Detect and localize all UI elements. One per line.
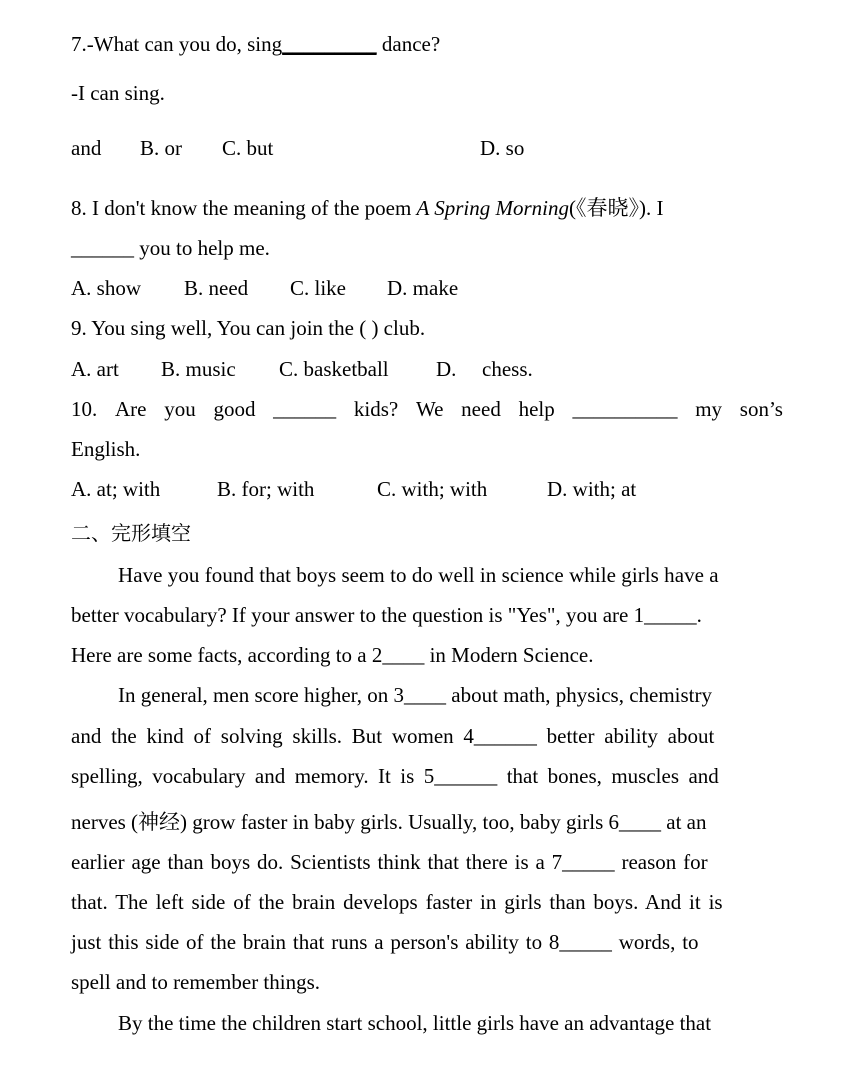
q7-option-c: C. but [222, 136, 274, 160]
passage-line: In general, men score higher, on 3____ about math, physics, chemistry [118, 683, 713, 707]
q10-word: you [164, 397, 196, 421]
passage-line: By the time the children start school, little girls have an advantage that [118, 1011, 712, 1035]
q7-option-a: and [71, 136, 102, 160]
q10-line2: English. [71, 437, 141, 461]
q10-word: We [415, 397, 444, 421]
q9-option-c: C. basketball [279, 357, 389, 381]
q9-option-a: A. art [71, 357, 119, 381]
q8-cn-title: (《春晓》). I [569, 196, 664, 220]
passage-line [118, 563, 783, 588]
q10-word: help [518, 397, 555, 421]
q10-word: kids? [353, 397, 399, 421]
passage-text: Have you found that boys seem to do well in science while girls have a [118, 563, 719, 587]
q8-line2: ______ you to help me. [71, 236, 270, 260]
q9-option-d-text: chess. [482, 357, 533, 381]
passage-line: earlier age than boys do. Scientists think that there is a 7_____ reason for [71, 850, 708, 874]
q8-option-b: B. need [184, 276, 249, 300]
q8-option-d: D. make [387, 276, 459, 300]
q10-word: good [213, 397, 256, 421]
passage-line: that. The left side of the brain develops faster in girls than boys. And it is [71, 890, 723, 914]
q10-option-d: D. with; at [547, 477, 637, 501]
passage-line: spelling, vocabulary and memory. It is 5______ that bones, muscles and [71, 764, 719, 788]
q9-option-d: D. [436, 357, 457, 381]
q10-line1 [71, 397, 783, 422]
q9-option-b: B. music [161, 357, 236, 381]
q10-word: my [695, 397, 723, 421]
q10-word: son’s [739, 397, 783, 421]
q10-word: 10. [71, 397, 98, 421]
q8-poem-title: A Spring Morning [416, 196, 570, 220]
q8-stem-text: 8. I don't know the meaning of the poem [71, 196, 417, 220]
q7-option-d: D. so [480, 136, 525, 160]
passage-line: nerves (神经) grow faster in baby girls. Usually, too, baby girls 6____ at an [71, 810, 707, 834]
q10-word: need [461, 397, 501, 421]
passage-line: just this side of the brain that runs a person's ability to 8_____ words, to [71, 930, 699, 954]
q8-option-a: A. show [71, 276, 142, 300]
q10-option-c: C. with; with [377, 477, 488, 501]
passage-line: Here are some facts, according to a 2____ in Modern Science. [71, 643, 594, 667]
passage-line: better vocabulary? If your answer to the question is "Yes", you are 1_____. [71, 603, 702, 627]
q10-blank-2: __________ [572, 397, 678, 421]
q7-blank: _________ [282, 32, 377, 56]
q7-option-b: B. or [140, 136, 182, 160]
passage-line: spell and to remember things. [71, 970, 321, 994]
q9-line1: 9. You sing well, You can join the ( ) club. [71, 316, 426, 340]
q10-word: Are [114, 397, 147, 421]
q8-line1 [71, 192, 783, 222]
q7-line2: -I can sing. [71, 81, 165, 105]
q10-blank-1: ______ [273, 397, 337, 421]
q10-option-b: B. for; with [217, 477, 315, 501]
q10-option-a: A. at; with [71, 477, 161, 501]
q7-line1 [71, 32, 440, 57]
q8-option-c: C. like [290, 276, 346, 300]
section-heading: 二、完形填空 [71, 521, 191, 545]
passage-line: and the kind of solving skills. But women 4______ better ability about [71, 724, 715, 748]
q7-stem-end: dance? [376, 32, 441, 56]
q7-stem-text: 7.-What can you do, sing [71, 32, 283, 56]
